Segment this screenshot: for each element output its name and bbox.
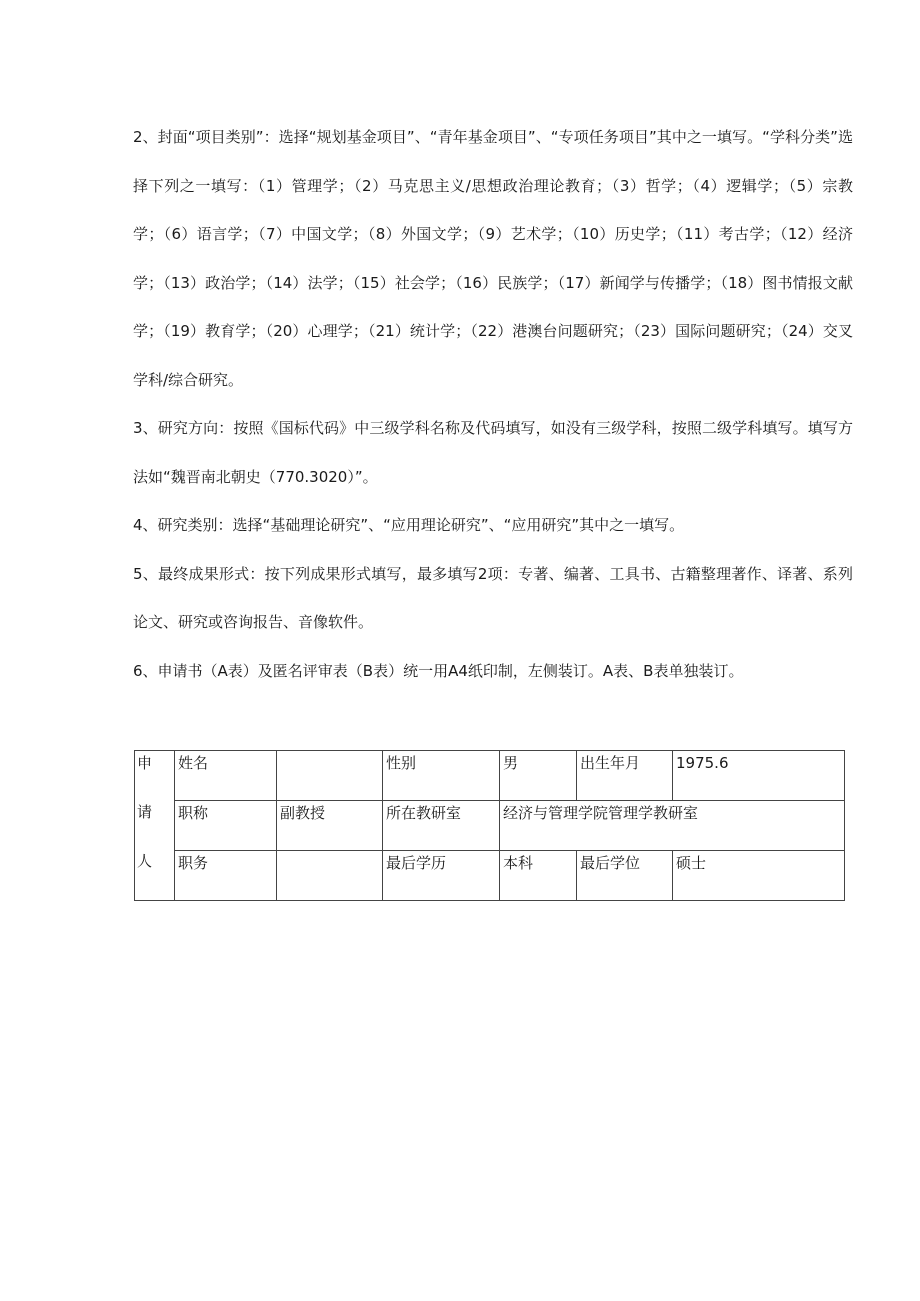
applicant-side-label (135, 751, 175, 901)
education-value: 本科 (500, 851, 577, 901)
side-label-char: 申 (137, 754, 153, 772)
applicant-table (134, 750, 845, 901)
position-value-cell (277, 851, 383, 901)
name-value-cell (277, 751, 383, 801)
dept-label: 所在教研室 (383, 801, 500, 851)
instruction-item-5: 5、最终成果形式：按下列成果形式填写，最多填写2项：专著、编著、工具书、古籍整理著作、译著、系列论文、研究或咨询报告、音像软件。 (133, 564, 853, 631)
side-label-char: 请 (137, 803, 153, 821)
gender-label: 性别 (383, 751, 500, 801)
education-label: 最后学历 (383, 851, 500, 901)
instruction-item-3: 3、研究方向：按照《国标代码》中三级学科名称及代码填写，如没有三级学科，按照二级学科填写。填写方法如“魏晋南北朝史（770.3020）”。 (133, 419, 853, 486)
side-label-char: 人 (137, 852, 153, 870)
degree-label: 最后学位 (577, 851, 673, 901)
birth-value: 1975.6 (673, 751, 845, 801)
instruction-item-2: 2、封面“项目类别”：选择“规划基金项目”、“青年基金项目”、“专项任务项目”其中之一填写。“学科分类”选择下列之一填写：（1）管理学；（2）马克思主义/思想政治理论教育；（3）哲学；（4）逻辑学；（5）宗教学；（6）语言学；（7）中国文学；（8）外国文学；（9）艺术学；（10）历史学；（11）考古学；（12）经济学；（13）政治学；（14）法学；（15）社会学；（16）民族学；（17）新闻学与传播学；（18）图书情报文献学；（19）教育学；（20）心理学；（21）统计学；（22）港澳台问题研究；（23）国际问题研究；（24）交叉学科/综合研究。 (133, 128, 853, 389)
instructions-section (133, 113, 853, 695)
title-label: 职称 (175, 801, 277, 851)
table-row (135, 851, 845, 901)
gender-value: 男 (500, 751, 577, 801)
instruction-item-6: 6、申请书（A表）及匿名评审表（B表）统一用A4纸印制，左侧装订。A表、B表单独装订。 (133, 661, 744, 680)
table-row (135, 801, 845, 851)
table-row (135, 751, 845, 801)
birth-label: 出生年月 (577, 751, 673, 801)
position-label: 职务 (175, 851, 277, 901)
degree-value: 硕士 (673, 851, 845, 901)
dept-value: 经济与管理学院管理学教研室 (500, 801, 845, 851)
title-value: 副教授 (277, 801, 383, 851)
name-label: 姓名 (175, 751, 277, 801)
instruction-item-4: 4、研究类别：选择“基础理论研究”、“应用理论研究”、“应用研究”其中之一填写。 (133, 516, 685, 534)
